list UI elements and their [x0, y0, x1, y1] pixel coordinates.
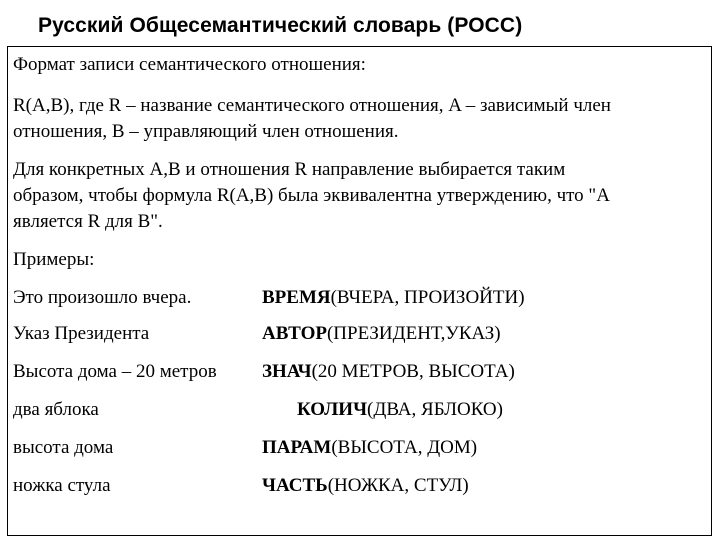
relation-args: (20 МЕТРОВ, ВЫСОТА) — [311, 361, 515, 382]
relation-args: (ДВА, ЯБЛОКО) — [367, 399, 503, 420]
relation-name: ЧАСТЬ — [262, 475, 328, 496]
example-relation — [262, 358, 515, 386]
example-relation — [297, 396, 503, 424]
example-phrase: высота дома — [13, 437, 114, 458]
example-phrase: Указ Президента — [13, 323, 150, 344]
relation-name: ЗНАЧ — [262, 361, 312, 382]
relation-args: (НОЖКА, СТУЛ) — [327, 475, 469, 496]
relation-args: (ВЧЕРА, ПРОИЗОЙТИ) — [330, 287, 525, 308]
example-relation — [262, 472, 469, 500]
slide-title: Русский Общесемантический словарь (РОСС) — [38, 14, 523, 37]
format-label: Формат записи семантического отношения: — [13, 54, 366, 75]
example-relation — [262, 284, 525, 312]
example-relation — [262, 320, 501, 348]
examples-label: Примеры: — [13, 249, 95, 270]
definition-line-1: R(A,B), где R – название семантического отношения, A – зависимый член — [13, 95, 611, 116]
relation-name: АВТОР — [262, 323, 327, 344]
definition-line-2: отношения, B – управляющий член отношения. — [13, 121, 399, 142]
direction-line-1: Для конкретных A,B и отношения R направление выбирается таким — [13, 159, 566, 180]
relation-args: (ВЫСОТА, ДОМ) — [331, 437, 478, 458]
direction-line-2: образом, чтобы формула R(A,B) была эквивалентна утверждению, что "A — [13, 185, 610, 206]
relation-name: ВРЕМЯ — [262, 287, 331, 308]
example-phrase: два яблока — [13, 399, 99, 420]
direction-line-3: является R для B". — [13, 211, 163, 232]
example-phrase: ножка стула — [13, 475, 111, 496]
relation-name: ПАРАМ — [262, 437, 332, 458]
relation-args: (ПРЕЗИДЕНТ,УКАЗ) — [326, 323, 501, 344]
example-relation — [262, 434, 477, 462]
relation-name: КОЛИЧ — [297, 399, 368, 420]
example-phrase: Высота дома – 20 метров — [13, 361, 217, 382]
example-phrase: Это произошло вчера. — [13, 287, 192, 308]
